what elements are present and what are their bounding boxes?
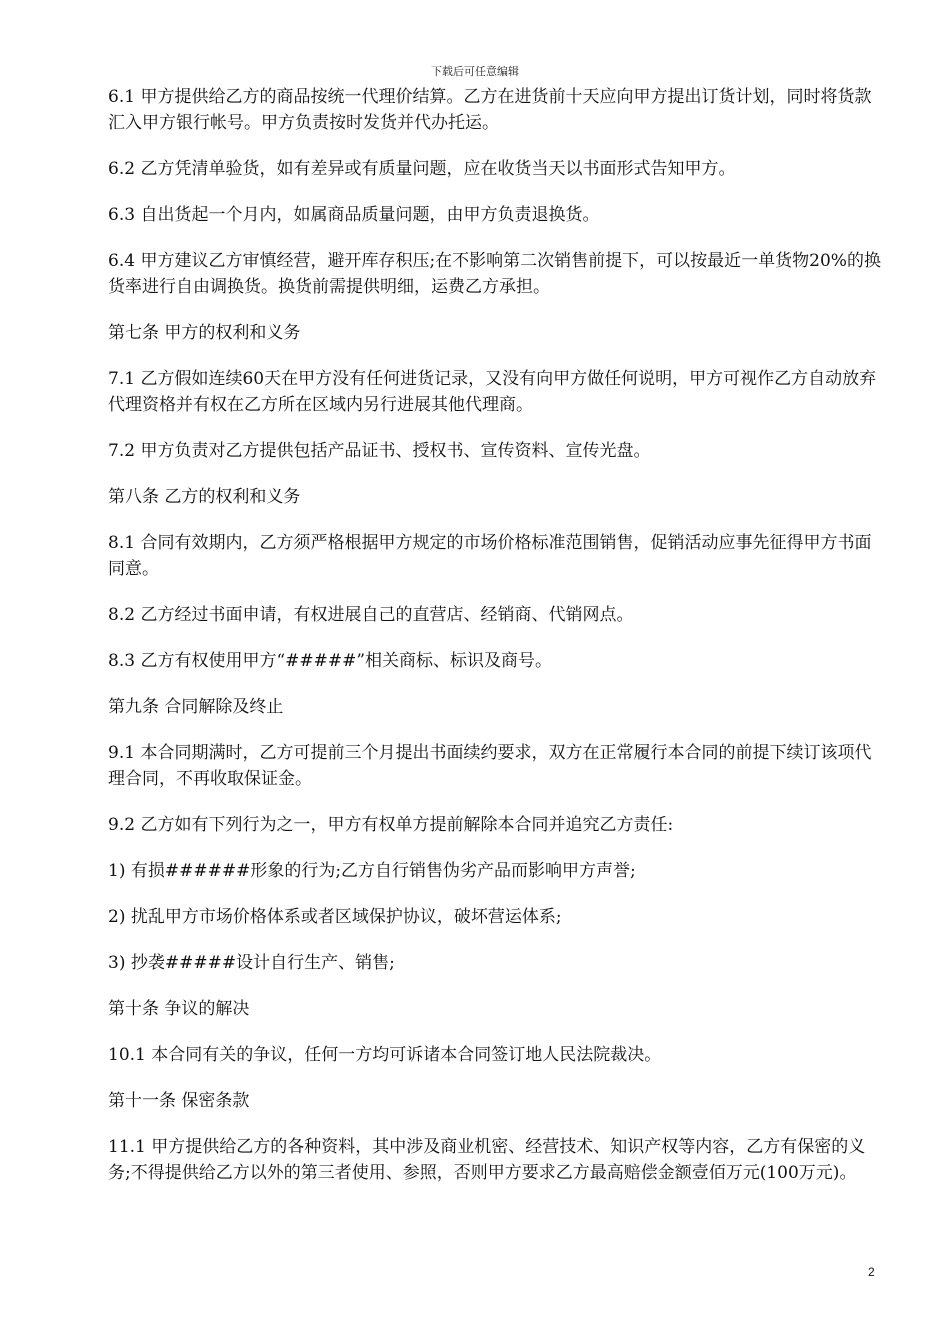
clause-paragraph: 10.1 本合同有关的争议，任何一方均可诉诸本合同签订地人民法院裁决。 xyxy=(108,1045,662,1065)
clause-paragraph: 6.4 甲方建议乙方审慎经营，避开库存积压;在不影响第二次销售前提下，可以按最近一单货物20%的换货率进行自由调换货。换货前需提供明细，运费乙方承担。 xyxy=(108,251,881,297)
clause-paragraph: 6.3 自出货起一个月内，如属商品质量问题，由甲方负责退换货。 xyxy=(108,205,600,225)
page-header: 下载后可任意编辑 xyxy=(431,65,519,78)
document-body xyxy=(108,84,883,1206)
clause-paragraph: 8.2 乙方经过书面申请，有权进展自己的直营店、经销商、代销网点。 xyxy=(108,605,634,625)
clause-paragraph: 9.2 乙方如有下列行为之一，甲方有权单方提前解除本合同并追究乙方责任: xyxy=(108,815,674,835)
clause-paragraph: 6.1 甲方提供给乙方的商品按统一代理价结算。乙方在进货前十天应向甲方提出订货计划，同时将货款汇入甲方银行帐号。甲方负责按时发货并代办托运。 xyxy=(108,87,872,133)
section-heading: 第九条 合同解除及终止 xyxy=(108,697,284,717)
clause-paragraph: 1) 有损######形象的行为;乙方自行销售伪劣产品而影响甲方声誉; xyxy=(108,861,636,881)
clause-paragraph: 3) 抄袭#####设计自行生产、销售; xyxy=(108,953,395,973)
clause-paragraph: 11.1 甲方提供给乙方的各种资料，其中涉及商业机密、经营技术、知识产权等内容，乙方有保密的义务;不得提供给乙方以外的第三者使用、参照，否则甲方要求乙方最高赔偿金额壹佰万元(100万元)。 xyxy=(108,1137,866,1183)
clause-paragraph: 9.1 本合同期满时，乙方可提前三个月提出书面续约要求，双方在正常履行本合同的前提下续订该项代理合同，不再收取保证金。 xyxy=(108,743,872,789)
section-heading: 第八条 乙方的权利和义务 xyxy=(108,487,301,507)
section-heading: 第十条 争议的解决 xyxy=(108,999,250,1019)
section-heading: 第十一条 保密条款 xyxy=(108,1091,250,1111)
clause-paragraph: 8.1 合同有效期内，乙方须严格根据甲方规定的市场价格标准范围销售，促销活动应事先征得甲方书面同意。 xyxy=(108,533,872,579)
clause-paragraph: 8.3 乙方有权使用甲方“#####”相关商标、标识及商号。 xyxy=(108,651,553,671)
clause-paragraph: 6.2 乙方凭清单验货，如有差异或有质量问题，应在收货当天以书面形式告知甲方。 xyxy=(108,159,736,179)
section-heading: 第七条 甲方的权利和义务 xyxy=(108,323,301,343)
clause-paragraph: 2) 扰乱甲方市场价格体系或者区域保护协议，破坏营运体系; xyxy=(108,907,562,927)
clause-paragraph: 7.2 甲方负责对乙方提供包括产品证书、授权书、宣传资料、宣传光盘。 xyxy=(108,441,651,461)
clause-paragraph: 7.1 乙方假如连续60天在甲方没有任何进货记录，又没有向甲方做任何说明，甲方可视作乙方自动放弃代理资格并有权在乙方所在区域内另行进展其他代理商。 xyxy=(108,369,877,415)
page-number: 2 xyxy=(868,1265,875,1279)
